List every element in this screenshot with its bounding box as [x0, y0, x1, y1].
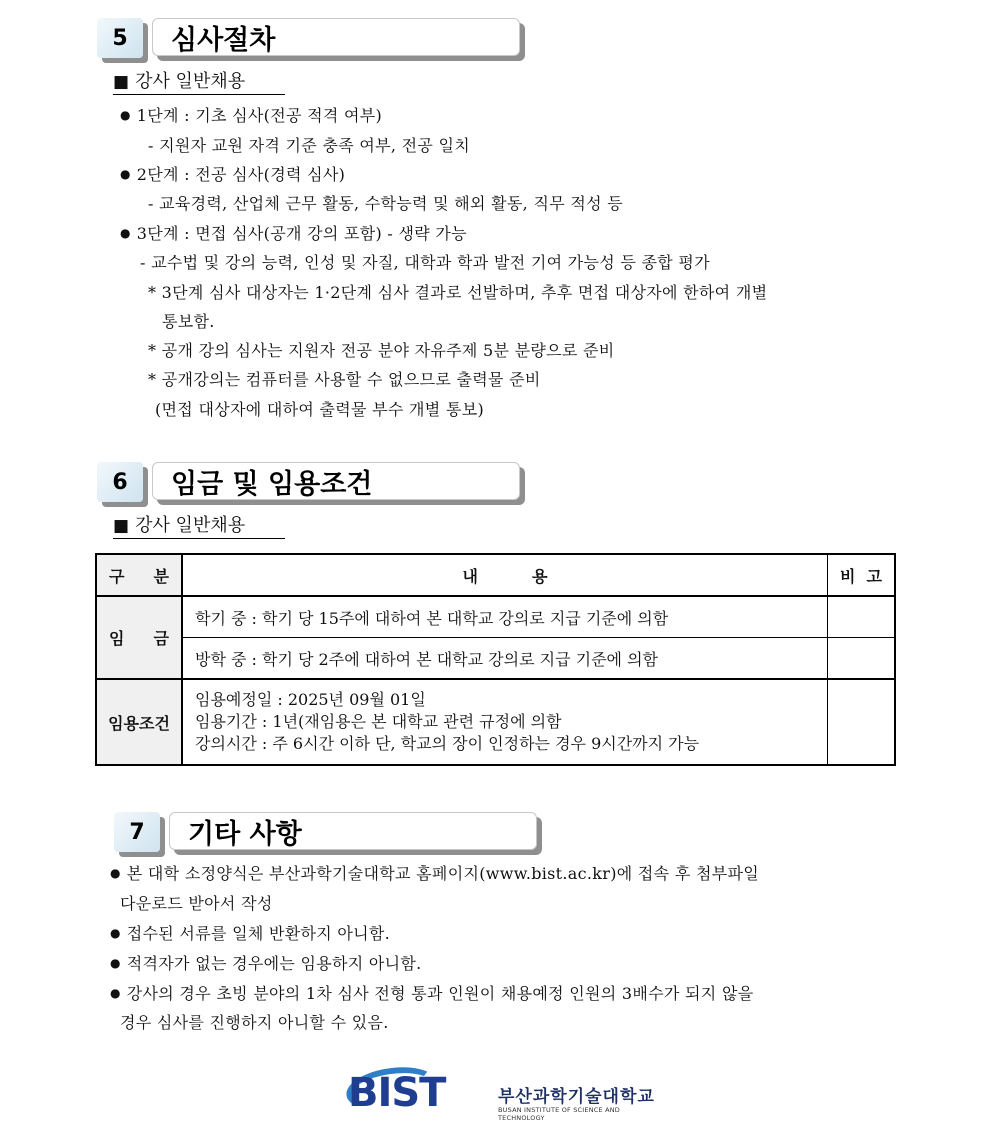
logo-name-en: BUSAN INSTITUTE OF SCIENCE AND TECHNOLOGY [498, 1106, 621, 1122]
header-text: 분 [153, 566, 169, 586]
wage-semester: 학기 중 : 학기 당 15주에 대하여 본 대학교 강의로 지급 기준에 의함 [182, 596, 828, 638]
table-row [96, 596, 895, 638]
table-row [96, 679, 895, 765]
header-text: 내 [462, 566, 478, 586]
note-cell [828, 679, 896, 765]
header-content [182, 554, 828, 596]
etc-text: 접수된 서류를 일체 반환하지 아니함. [126, 924, 391, 943]
square-bullet-icon: ■ [113, 72, 130, 92]
header-text: 비 [840, 566, 856, 586]
section-title: 기타 사항 [169, 812, 537, 850]
table-row [96, 638, 895, 680]
header-text: 구 [109, 566, 125, 586]
section-title: 심사절차 [152, 18, 520, 56]
step-text: 1단계 : 기초 심사(전공 적격 여부) [136, 106, 383, 125]
step-2 [120, 165, 345, 186]
header-category [96, 554, 182, 596]
step-text: 2단계 : 전공 심사(경력 심사) [136, 165, 346, 184]
logo-name-kr: 부산과학기술대학교 [498, 1087, 655, 1107]
etc-item [110, 954, 422, 975]
label-text: 금 [153, 629, 169, 648]
bullet-icon: ● [110, 866, 121, 880]
etc-item-cont: 경우 심사를 진행하지 아니할 수 있음. [120, 1013, 389, 1032]
terms-hours: 강의시간 : 주 6시간 이하 단, 학교의 장이 인정하는 경우 9시간까지 가능 [195, 734, 700, 753]
note-line: * 공개 강의 심사는 지원자 전공 분야 자유주제 5분 분량으로 준비 [148, 341, 615, 360]
step-3 [120, 224, 467, 245]
step-1 [120, 106, 382, 127]
note-line-cont: 통보함. [162, 312, 215, 331]
step-1-detail: - 지원자 교원 자격 기준 충족 여부, 전공 일치 [148, 136, 471, 155]
etc-item [110, 924, 390, 945]
note-line: * 공개강의는 컴퓨터를 사용할 수 없으므로 출력물 준비 [148, 370, 541, 389]
bullet-icon: ● [110, 986, 121, 1000]
header-text: 용 [532, 566, 548, 586]
table-header-row [96, 554, 895, 596]
terms-period: 임용기간 : 1년(재임용은 본 대학교 관련 규정에 의함 [195, 712, 562, 731]
bullet-icon: ● [110, 956, 121, 970]
etc-text: 강사의 경우 초빙 분야의 1차 심사 전형 통과 인원이 채용예정 인원의 3배수가 되지 않을 [126, 984, 754, 1003]
etc-item [110, 984, 753, 1005]
terms-content [182, 679, 828, 765]
university-logo [346, 1068, 666, 1124]
note-cell [828, 638, 896, 680]
header-text: 고 [866, 566, 882, 586]
terms-label: 임용조건 [96, 679, 182, 765]
step-2-detail: - 교육경력, 산업체 근무 활동, 수학능력 및 해외 활동, 직무 적성 등 [148, 194, 624, 213]
etc-text: 적격자가 없는 경우에는 임용하지 아니함. [126, 954, 422, 973]
bullet-icon: ● [120, 108, 131, 122]
note-paren: (면접 대상자에 대하여 출력물 부수 개별 통보) [155, 400, 485, 419]
conditions-table [95, 553, 896, 766]
section-6-header [97, 462, 527, 504]
section-7-header [114, 812, 544, 854]
header-note [828, 554, 896, 596]
wage-vacation: 방학 중 : 학기 당 2주에 대하여 본 대학교 강의로 지급 기준에 의함 [182, 638, 828, 680]
section-number-badge: 7 [114, 812, 160, 852]
step-text: 3단계 : 면접 심사(공개 강의 포함) - 생략 가능 [136, 224, 467, 243]
etc-text: 본 대학 소정양식은 부산과학기술대학교 홈페이지(www.bist.ac.kr)에 접속 후 첨부파일 [126, 864, 759, 883]
step-3-detail: - 교수법 및 강의 능력, 인성 및 자질, 대학과 학과 발전 기여 가능성 등 종합 평가 [140, 253, 710, 272]
logo-mark: BIST [348, 1070, 446, 1116]
subheading-text: 강사 일반채용 [135, 71, 246, 92]
subheading-text: 강사 일반채용 [135, 515, 246, 536]
note-line: * 3단계 심사 대상자는 1·2단계 심사 결과로 선발하며, 추후 면접 대상자에 한하여 개별 [148, 283, 768, 302]
label-text: 임 [109, 629, 125, 648]
subheading [113, 71, 285, 95]
note-cell [828, 596, 896, 638]
section-number-badge: 5 [97, 18, 143, 58]
section-number-badge: 6 [97, 462, 143, 502]
square-bullet-icon: ■ [113, 516, 130, 536]
section-5-header [97, 18, 527, 60]
bullet-icon: ● [120, 167, 131, 181]
subheading [113, 515, 285, 539]
wage-label [96, 596, 182, 679]
bullet-icon: ● [120, 226, 131, 240]
bullet-icon: ● [110, 926, 121, 940]
etc-item [110, 864, 759, 885]
terms-start-date: 임용예정일 : 2025년 09월 01일 [195, 690, 426, 709]
section-title: 임금 및 임용조건 [152, 462, 520, 500]
etc-item-cont: 다운로드 받아서 작성 [120, 894, 273, 913]
